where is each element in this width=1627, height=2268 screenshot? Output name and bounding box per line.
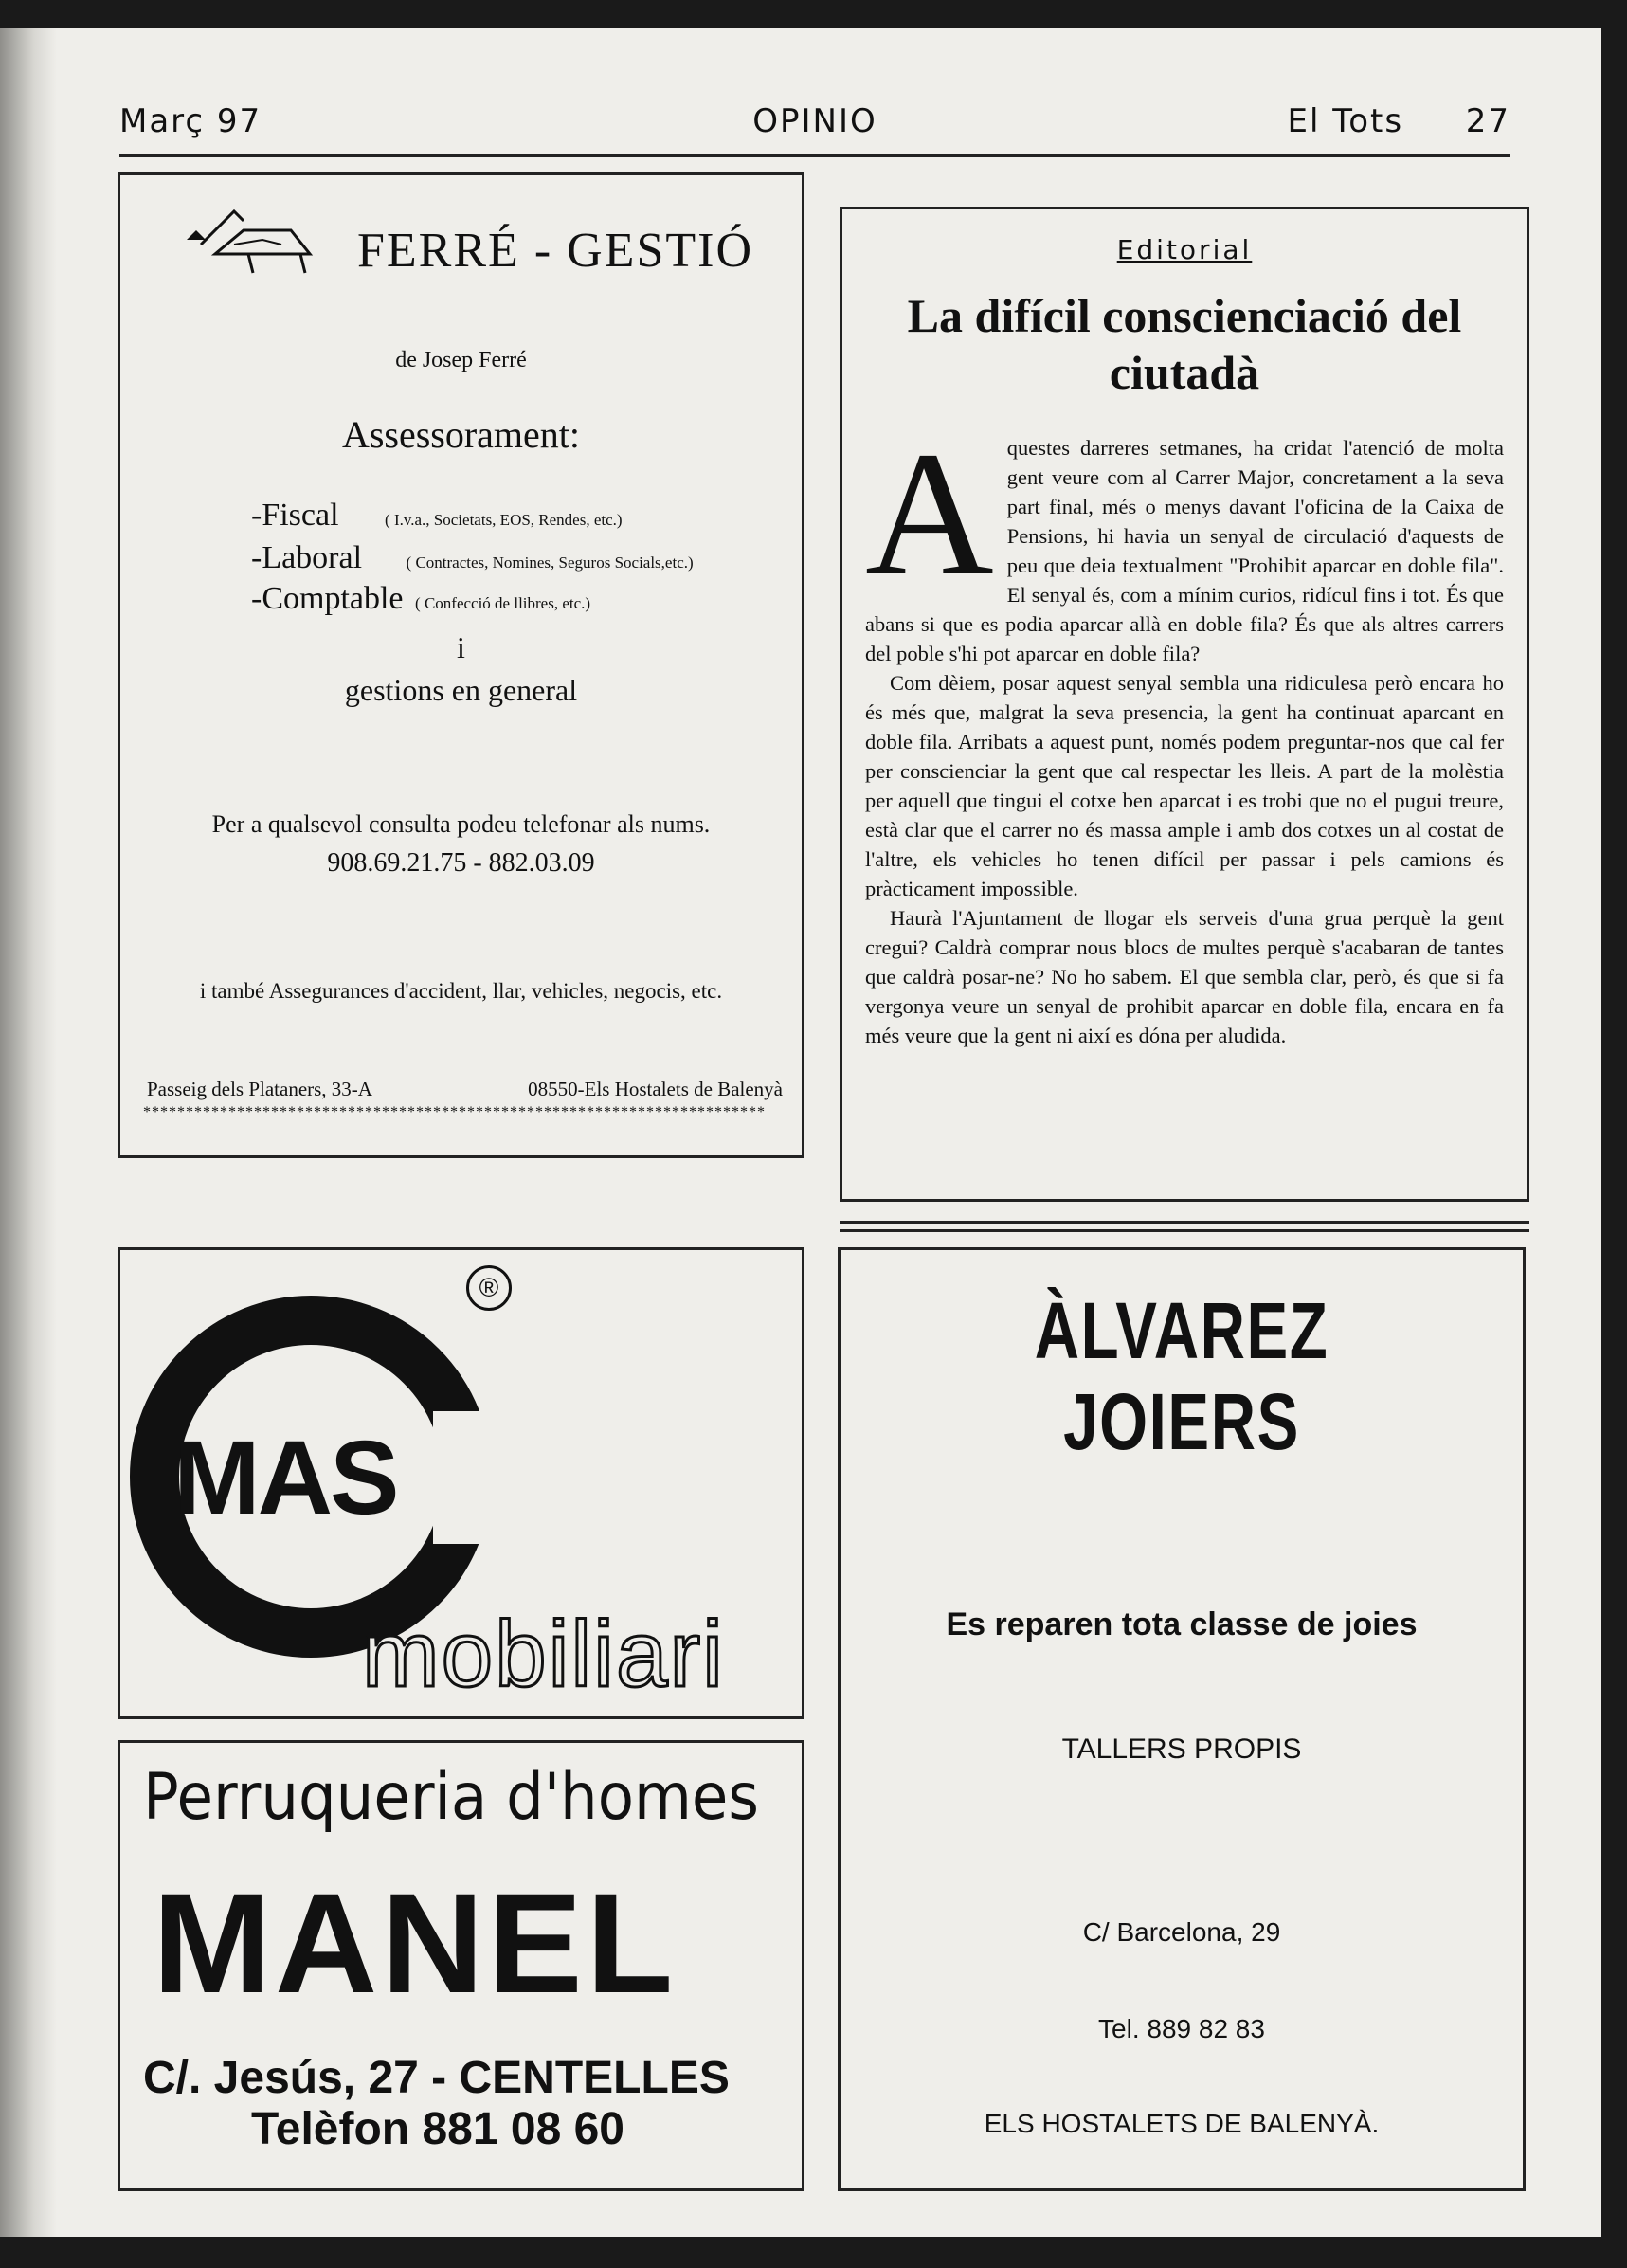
header-page-number: 27 xyxy=(1465,102,1510,140)
header-month: Març 97 xyxy=(119,102,262,140)
ferre-gestio-ad xyxy=(118,172,804,1158)
alvarez-address: C/ Barcelona, 29 xyxy=(1082,1917,1281,1947)
ferre-general: gestions en general xyxy=(344,673,578,707)
editorial-label: Editorial xyxy=(1116,234,1253,265)
alvarez-town: ELS HOSTALETS DE BALENYÀ. xyxy=(984,2109,1380,2138)
alvarez-tagline: Es reparen tota classe de joies xyxy=(946,1606,1418,1642)
ferre-town: 08550-Els Hostalets de Balenyà xyxy=(528,1078,783,1100)
header-rule xyxy=(119,154,1510,157)
drop-cap: A xyxy=(865,414,994,612)
alvarez-name1: ÀLVAREZ xyxy=(1034,1286,1329,1375)
ferre-conjunction: i xyxy=(457,630,465,664)
registered-mark-icon: ® xyxy=(466,1265,512,1311)
ferre-heading: Assessorament: xyxy=(341,413,581,456)
header-magazine-page xyxy=(1288,102,1510,140)
service-name: -Fiscal xyxy=(251,498,339,533)
ferre-brand: FERRÉ - GESTIÓ xyxy=(357,224,753,278)
editorial-title: La difícil conscienciació del ciutadà xyxy=(907,289,1462,399)
service-laboral xyxy=(251,540,694,576)
editorial-article xyxy=(840,207,1529,1202)
alvarez-workshop: TALLERS PROPIS xyxy=(1061,1733,1302,1765)
manel-phone: Telèfon 881 08 60 xyxy=(251,2104,624,2154)
page-header xyxy=(119,102,1510,150)
service-name: -Comptable xyxy=(251,581,404,616)
alvarez-joiers-ad xyxy=(838,1247,1526,2191)
editorial-paragraph: Com dèiem, posar aquest senyal sembla una ridiculesa però encara ho és més que, malgrat la seva presencia, la gent ha continuat aparcant en doble fila. Arribats a aquest punt, només podem preguntar-nos que cal fer per conscienciar la gent que cal respectar les lleis. A part de la molèstia per aquell que tingui el cotxe ben aparcat i es trobi que no el pugui treure, està clar que el carrer no és massa ample i amb dos cotxes un al costat de l'altre, els vehicles ho tenen difícil per passar i pels camions és pràcticament impossible. xyxy=(865,671,1504,900)
alvarez-name2: JOIERS xyxy=(1063,1377,1300,1466)
paragraph-text: questes darreres setmanes, ha cridat l'atenció de molta gent veure com al Carrer Major, concretament a la seva part final, més o menys davant l'oficina de la Caixa de Pensions, hi havia un senyal de circulació d'aquests de peu que deia textualment "Prohibit aparcar en doble fila". El senyal és, com a mínim curios, ridícul fins i tot. És que abans si que es podia aparcar allà en doble fila? És que als altres carrers del poble s'hi pot aparcar en doble fila? xyxy=(865,436,1504,665)
double-rule-divider xyxy=(840,1221,1529,1232)
service-fiscal xyxy=(251,498,623,534)
manel-address: C/. Jesús, 27 - CENTELLES xyxy=(143,2053,730,2103)
ferre-consult: Per a qualsevol consulta podeu telefonar als nums. xyxy=(211,810,711,838)
editorial-body xyxy=(865,414,1504,1050)
desk-lamp-logo-icon xyxy=(177,202,319,278)
mas-logo-text: MAS xyxy=(173,1420,397,1536)
service-name: -Laboral xyxy=(251,540,363,575)
header-section: OPINIO xyxy=(752,102,877,140)
magazine-page xyxy=(0,28,1601,2237)
manel-line1: Perruqueria d'homes xyxy=(143,1760,760,1835)
header-magazine: El Tots xyxy=(1287,102,1404,140)
editorial-paragraph: Haurà l'Ajuntament de llogar els serveis d'una grua perquè la gent cregui? Caldrà comprar nous blocs de multes perquè s'acabaran de tantes que caldrà posar-ne? No ho sabem. El que sembla clar, però, és que si fa vergonya veure un senyal de prohibit aparcar en doble fila, encara en fa més veure que la gent ni així es dóna per aludida. xyxy=(865,906,1504,1047)
service-comptable xyxy=(251,581,590,617)
editorial-paragraph xyxy=(865,414,1504,668)
service-detail: ( I.v.a., Societats, EOS, Rendes, etc.) xyxy=(385,511,623,529)
ring-opening xyxy=(433,1411,509,1544)
service-detail: ( Confecció de llibres, etc.) xyxy=(415,594,591,612)
alvarez-phone: Tel. 889 82 83 xyxy=(1098,2014,1265,2043)
ferre-phones: 908.69.21.75 - 882.03.09 xyxy=(327,848,595,878)
ferre-star-divider: ************************************************************************* xyxy=(143,1104,766,1120)
ferre-owner: de Josep Ferré xyxy=(395,348,527,372)
ferre-address: Passeig dels Plataners, 33-A xyxy=(147,1078,372,1100)
mas-mobiliari-ad xyxy=(118,1247,804,1719)
manel-name: MANEL xyxy=(153,1863,678,2023)
service-detail: ( Contractes, Nomines, Seguros Socials,etc.) xyxy=(406,553,694,572)
perruqueria-manel-ad xyxy=(118,1740,804,2191)
page-spine-shadow xyxy=(0,28,57,2237)
mas-subtitle: mobiliari xyxy=(362,1602,725,1706)
ferre-insurance: i també Assegurances d'accident, llar, vehicles, negocis, etc. xyxy=(199,979,723,1003)
